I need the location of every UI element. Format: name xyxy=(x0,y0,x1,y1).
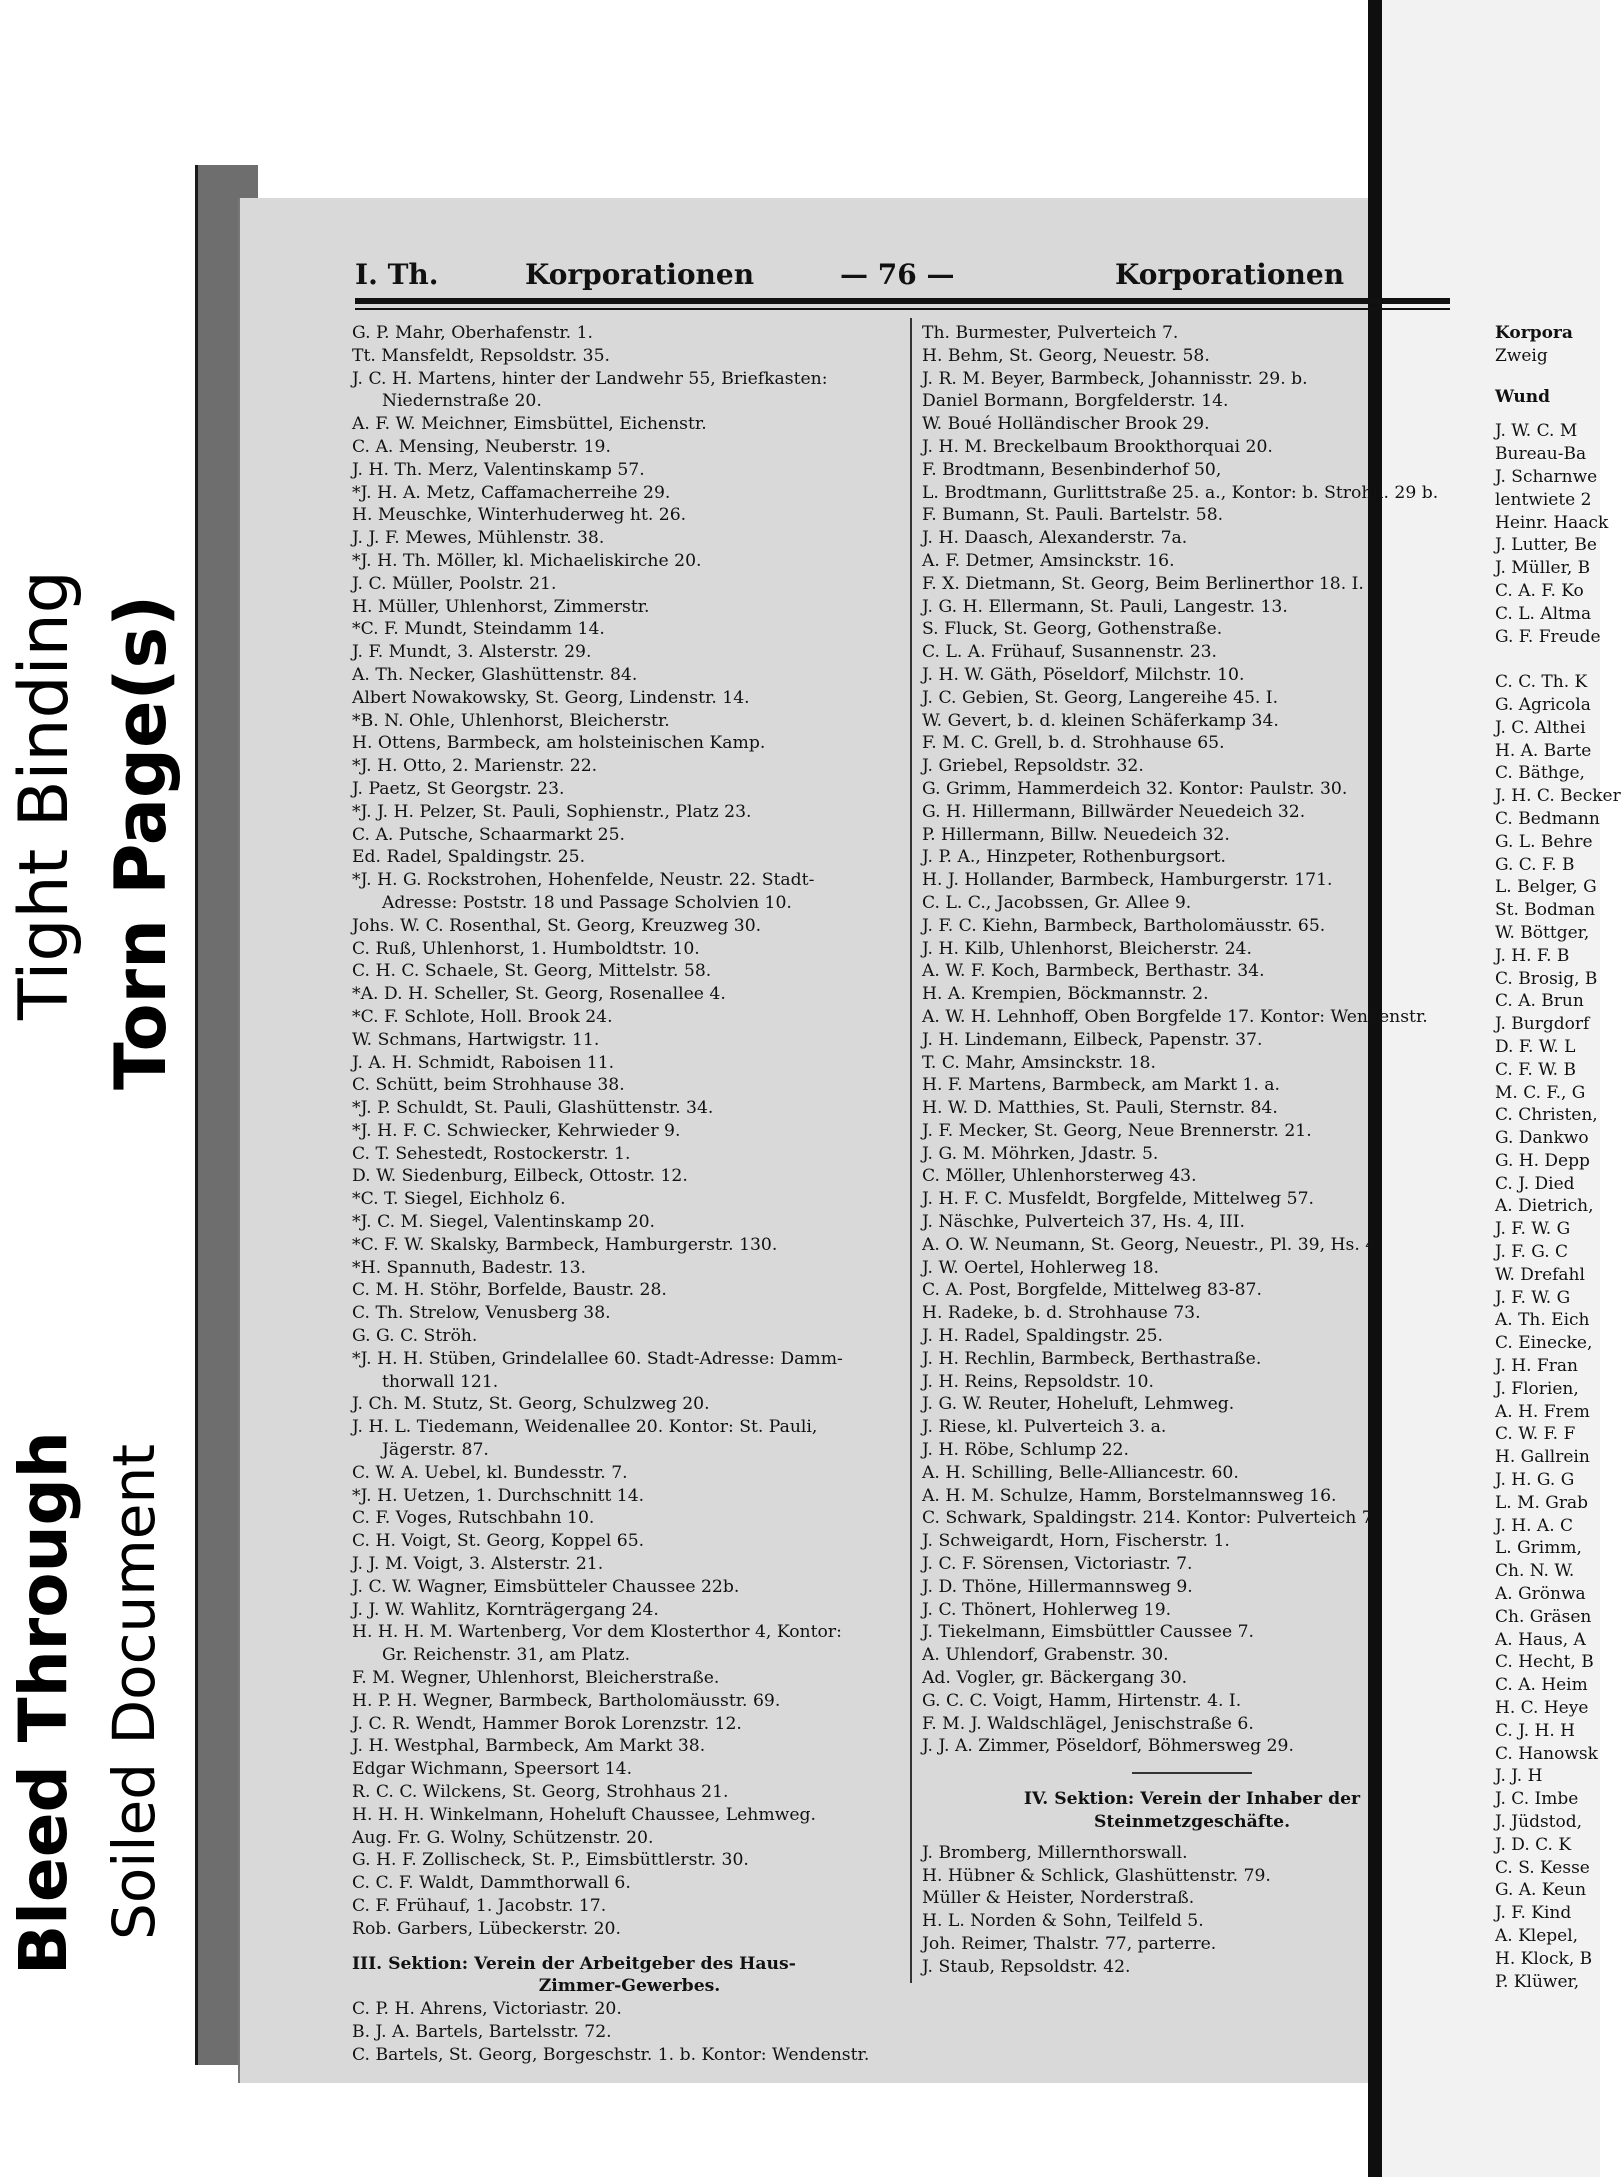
list-item: J. P. A., Hinzpeter, Rothenburgsort. xyxy=(922,847,1226,868)
list-item: Niedernstraße 20. xyxy=(382,391,542,412)
list-item: *J. H. A. Metz, Caffamacherreihe 29. xyxy=(352,482,671,503)
list-item: J. J. W. Wahlitz, Kornträgergang 24. xyxy=(352,1599,659,1620)
list-item: C. Ruß, Uhlenhorst, 1. Humboldtstr. 10. xyxy=(352,938,700,959)
list-item: H. C. Heye xyxy=(1495,1698,1589,1719)
list-item: J. H. M. Breckelbaum Brookthorquai 20. xyxy=(922,436,1273,457)
list-item: W. Gevert, b. d. kleinen Schäferkamp 34. xyxy=(922,710,1279,731)
list-item: J. H. Westphal, Barmbeck, Am Markt 38. xyxy=(352,1736,706,1757)
list-item: H. L. Norden & Sohn, Teilfeld 5. xyxy=(922,1911,1204,1932)
list-item: W. Boué Holländischer Brook 29. xyxy=(922,414,1210,435)
list-item: C. F. Voges, Rutschbahn 10. xyxy=(352,1508,595,1529)
list-item: W. Schmans, Hartwigstr. 11. xyxy=(352,1029,600,1050)
list-item: C. L. Altma xyxy=(1495,603,1592,624)
middle-entry-list xyxy=(922,322,1462,1758)
list-item: J. Staub, Repsoldstr. 42. xyxy=(922,1956,1131,1977)
list-item: H. Behm, St. Georg, Neuestr. 58. xyxy=(922,345,1210,366)
list-item xyxy=(1495,648,1600,671)
list-item: J. H. Fran xyxy=(1495,1356,1578,1377)
list-item: C. A. Heim xyxy=(1495,1675,1588,1696)
list-item: C. L. A. Frühauf, Susannenstr. 23. xyxy=(922,642,1218,663)
list-item: A. Th. Eich xyxy=(1495,1310,1590,1331)
list-item: J. J. H xyxy=(1495,1766,1543,1787)
list-item: J. G. M. Möhrken, Jdastr. 5. xyxy=(922,1143,1159,1164)
list-item: G. Grimm, Hammerdeich 32. Kontor: Paulstr. 30. xyxy=(922,778,1348,799)
scan-label-panel xyxy=(0,0,190,2177)
list-item: L. M. Grab xyxy=(1495,1492,1589,1513)
list-item: H. Klock, B xyxy=(1495,1948,1593,1969)
list-item: W. Drefahl xyxy=(1495,1264,1585,1285)
list-item: D. W. Siedenburg, Eilbeck, Ottostr. 12. xyxy=(352,1166,688,1187)
list-item: *J. J. H. Pelzer, St. Pauli, Sophienstr., Platz 23. xyxy=(352,801,752,822)
list-item: A. Grönwa xyxy=(1495,1584,1586,1605)
list-item: C. A. F. Ko xyxy=(1495,580,1584,601)
list-item: C. C. F. Waldt, Dammthorwall 6. xyxy=(352,1873,631,1894)
list-item: J. H. C. Becker xyxy=(1495,786,1621,807)
list-item: S. Fluck, St. Georg, Gothenstraße. xyxy=(922,619,1223,640)
list-item: M. C. F., G xyxy=(1495,1082,1586,1103)
list-item: thorwall 121. xyxy=(382,1371,499,1392)
list-item: *A. D. H. Scheller, St. Georg, Rosenallee 4. xyxy=(352,984,726,1005)
list-item: H. A. Krempien, Böckmannstr. 2. xyxy=(922,984,1209,1005)
list-item: J. H. Rechlin, Barmbeck, Berthastraße. xyxy=(922,1348,1262,1369)
header-rule-thin xyxy=(355,308,1450,310)
list-item: J. J. F. Mewes, Mühlenstr. 38. xyxy=(352,528,605,549)
list-item: C. S. Kesse xyxy=(1495,1857,1590,1878)
list-item: C. Schütt, beim Strohhause 38. xyxy=(352,1075,625,1096)
list-item: *J. H. H. Stüben, Grindelallee 60. Stadt-Adresse: Damm- xyxy=(352,1348,843,1369)
list-item: Joh. Reimer, Thalstr. 77, parterre. xyxy=(922,1933,1217,1954)
list-item: J. Scharnwe xyxy=(1495,466,1598,487)
list-item: R. C. C. Wilckens, St. Georg, Strohhaus 21. xyxy=(352,1782,729,1802)
header-page-number: — 76 — xyxy=(840,258,955,291)
list-item: C. P. H. Ahrens, Victoriastr. 20. xyxy=(352,1999,622,2020)
list-item: C. H. C. Schaele, St. Georg, Mittelstr. 58. xyxy=(352,961,712,982)
section-iv-entry-list xyxy=(922,1842,1462,1979)
list-item: *H. Spannuth, Badestr. 13. xyxy=(352,1257,587,1278)
list-item: J. Florien, xyxy=(1495,1378,1579,1399)
list-item: J. C. Gebien, St. Georg, Langereihe 45. I. xyxy=(922,687,1279,708)
list-item: H. P. H. Wegner, Barmbeck, Bartholomäusstr. 69. xyxy=(352,1690,781,1711)
list-item: G. Agricola xyxy=(1495,694,1591,715)
list-item: A. Uhlendorf, Grabenstr. 30. xyxy=(922,1645,1169,1666)
list-item: Edgar Wichmann, Speersort 14. xyxy=(352,1759,633,1780)
list-item: G. C. F. B xyxy=(1495,854,1575,875)
header-section-right: Korporationen xyxy=(1115,258,1345,291)
list-item: C. C. Th. K xyxy=(1495,672,1588,693)
header-section-left: Korporationen xyxy=(525,258,755,291)
section-iii-title: III. Sektion: Verein der Arbeitgeber des Haus- xyxy=(352,1953,796,1974)
list-item: J. F. W. G xyxy=(1495,1219,1571,1240)
right-header: Korpora xyxy=(1495,323,1573,343)
right-column-cropped xyxy=(1495,322,1621,1993)
list-item: J. Bromberg, Millernthorswall. xyxy=(922,1842,1188,1863)
list-item: J. H. Kilb, Uhlenhorst, Bleicherstr. 24. xyxy=(922,938,1252,959)
list-item: C. H. Voigt, St. Georg, Koppel 65. xyxy=(352,1531,645,1552)
list-item: W. Böttger, xyxy=(1495,922,1590,943)
list-item: J. C. Thönert, Hohlerweg 19. xyxy=(922,1599,1172,1620)
section-iii-title-line2: Zimmer-Gewerbes. xyxy=(538,1976,721,1997)
list-item: G. F. Freude xyxy=(1495,626,1601,647)
list-item: *C. F. Schlote, Holl. Brook 24. xyxy=(352,1006,613,1027)
list-item: A. W. H. Lehnhoff, Oben Borgfelde 17. Kontor: Wendenstr. xyxy=(922,1006,1428,1027)
list-item: J. Schweigardt, Horn, Fischerstr. 1. xyxy=(922,1531,1230,1552)
list-item: G. A. Keun xyxy=(1495,1880,1587,1901)
list-item: J. F. Mundt, 3. Alsterstr. 29. xyxy=(352,642,592,663)
list-item: C. T. Sehestedt, Rostockerstr. 1. xyxy=(352,1143,631,1164)
list-item: H. H. H. M. Wartenberg, Vor dem Klosterthor 4, Kontor: xyxy=(352,1622,842,1643)
list-item: C. Th. Strelow, Venusberg 38. xyxy=(352,1303,611,1324)
list-item: Ch. Gräsen xyxy=(1495,1606,1592,1627)
list-item: C. Bartels, St. Georg, Borgeschstr. 1. b. Kontor: Wendenstr. xyxy=(352,2044,870,2065)
section-iv-title-line2: Steinmetzgeschäfte. xyxy=(1093,1812,1291,1832)
list-item: F. M. J. Waldschlägel, Jenischstraße 6. xyxy=(922,1713,1254,1734)
list-item: A. W. F. Koch, Barmbeck, Berthastr. 34. xyxy=(922,961,1265,982)
list-item: Heinr. Haack xyxy=(1495,512,1609,533)
list-item: A. H. M. Schulze, Hamm, Borstelmannsweg 16. xyxy=(922,1485,1337,1506)
list-item: A. Dietrich, xyxy=(1495,1196,1594,1217)
right-section: Wund xyxy=(1495,386,1551,407)
list-item: F. M. C. Grell, b. d. Strohhause 65. xyxy=(922,733,1225,754)
left-entry-list xyxy=(352,322,907,1941)
list-item: Jägerstr. 87. xyxy=(382,1440,489,1461)
list-item: C. Hanowsk xyxy=(1495,1743,1598,1764)
list-item: H. Radeke, b. d. Strohhause 73. xyxy=(922,1303,1201,1324)
list-item: A. Haus, A xyxy=(1495,1629,1586,1650)
list-item: J. Tiekelmann, Eimsbüttler Caussee 7. xyxy=(922,1622,1255,1643)
list-item: H. A. Barte xyxy=(1495,740,1592,761)
list-item: *J. C. M. Siegel, Valentinskamp 20. xyxy=(352,1212,655,1233)
list-item: Ed. Radel, Spaldingstr. 25. xyxy=(352,847,586,868)
list-item: J. C. F. Sörensen, Victoriastr. 7. xyxy=(922,1554,1193,1575)
list-item: A. F. Detmer, Amsinckstr. 16. xyxy=(922,550,1175,571)
list-item: J. A. H. Schmidt, Raboisen 11. xyxy=(352,1052,615,1073)
list-item: J. H. Lindemann, Eilbeck, Papenstr. 37. xyxy=(922,1029,1263,1050)
list-item: C. Schwark, Spaldingstr. 214. Kontor: Pulverteich 7. xyxy=(922,1508,1379,1529)
list-item: J. H. Röbe, Schlump 22. xyxy=(922,1440,1129,1461)
list-item: Th. Burmester, Pulverteich 7. xyxy=(922,323,1179,343)
left-column xyxy=(352,322,907,2067)
list-item: H. Meuschke, Winterhuderweg ht. 26. xyxy=(352,505,687,526)
list-item: P. Klüwer, xyxy=(1495,1971,1580,1992)
list-item: J. D. C. K xyxy=(1495,1834,1572,1855)
list-item: T. C. Mahr, Amsinckstr. 18. xyxy=(922,1052,1156,1073)
list-item: H. Gallrein xyxy=(1495,1447,1590,1468)
list-item: G. H. Hillermann, Billwärder Neuedeich 32. xyxy=(922,801,1306,822)
list-item: J. C. H. Martens, hinter der Landwehr 55, Briefkasten: xyxy=(352,368,828,389)
list-item: H. F. Martens, Barmbeck, am Markt 1. a. xyxy=(922,1075,1281,1096)
list-item: Ch. N. W. xyxy=(1495,1561,1575,1582)
list-item: J. W. C. M xyxy=(1495,421,1578,442)
list-item: J. C. Althei xyxy=(1495,717,1586,738)
list-item: A. Th. Necker, Glashüttenstr. 84. xyxy=(352,664,638,685)
list-item: C. J. H. H xyxy=(1495,1720,1575,1741)
list-item: C. W. F. F xyxy=(1495,1424,1576,1445)
list-item: J. C. R. Wendt, Hammer Borok Lorenzstr. 12. xyxy=(352,1713,742,1734)
list-item: C. Möller, Uhlenhorsterweg 43. xyxy=(922,1166,1197,1187)
list-item: G. L. Behre xyxy=(1495,831,1593,852)
list-item: L. Belger, G xyxy=(1495,877,1597,898)
list-item: C. A. Post, Borgfelde, Mittelweg 83-87. xyxy=(922,1280,1262,1301)
list-item: F. X. Dietmann, St. Georg, Beim Berlinerthor 18. I. xyxy=(922,573,1364,594)
section-iv-title: IV. Sektion: Verein der Inhaber der xyxy=(1023,1789,1361,1810)
list-item: C. Einecke, xyxy=(1495,1333,1593,1354)
list-item: H. H. H. Winkelmann, Hoheluft Chaussee, Lehmweg. xyxy=(352,1804,816,1825)
list-item: C. W. A. Uebel, kl. Bundesstr. 7. xyxy=(352,1462,628,1483)
tight-binding-label: Tight Binding xyxy=(5,570,84,1020)
list-item: J. G. W. Reuter, Hoheluft, Lehmweg. xyxy=(922,1394,1235,1415)
list-item: Aug. Fr. G. Wolny, Schützenstr. 20. xyxy=(352,1827,654,1848)
list-item: L. Brodtmann, Gurlittstraße 25. a., Kontor: b. Strohh. 29 b. xyxy=(922,482,1439,503)
list-item: C. Brosig, B xyxy=(1495,968,1598,989)
list-item: J. F. Kind xyxy=(1495,1903,1572,1924)
list-item: A. F. W. Meichner, Eimsbüttel, Eichenstr. xyxy=(352,414,707,435)
list-item: *C. F. Mundt, Steindamm 14. xyxy=(352,619,605,640)
list-item: J. F. Mecker, St. Georg, Neue Brennerstr. 21. xyxy=(922,1120,1312,1141)
list-item: G. G. C. Ströh. xyxy=(352,1326,478,1347)
header-part: I. Th. xyxy=(355,258,439,291)
list-item: G. P. Mahr, Oberhafenstr. 1. xyxy=(352,323,593,343)
list-item: J. C. W. Wagner, Eimsbütteler Chaussee 22b. xyxy=(352,1576,740,1597)
list-item: J. Burgdorf xyxy=(1495,1014,1590,1035)
list-item: C. Hecht, B xyxy=(1495,1652,1594,1673)
list-item: Ad. Vogler, gr. Bäckergang 30. xyxy=(922,1668,1188,1689)
section-iii-entry-list xyxy=(352,1998,907,2066)
list-item: J. Griebel, Repsoldstr. 32. xyxy=(922,756,1144,777)
bleed-through-label: Bleed Through xyxy=(5,1431,82,1975)
right-subheader: Zweig xyxy=(1495,345,1548,366)
list-item: *C. F. W. Skalsky, Barmbeck, Hamburgerstr. 130. xyxy=(352,1234,778,1255)
torn-pages-label: Torn Page(s) xyxy=(100,594,182,1090)
list-item: J. Lutter, Be xyxy=(1495,535,1597,556)
list-item: *J. P. Schuldt, St. Pauli, Glashüttenstr. 34. xyxy=(352,1098,714,1119)
list-item: C. A. Putsche, Schaarmarkt 25. xyxy=(352,824,626,845)
list-item: J. R. M. Beyer, Barmbeck, Johannisstr. 29. b. xyxy=(922,368,1308,389)
list-item: Gr. Reichenstr. 31, am Platz. xyxy=(382,1645,631,1666)
column-divider xyxy=(910,318,912,1983)
list-item: C. A. Brun xyxy=(1495,991,1584,1012)
list-item: J. H. Daasch, Alexanderstr. 7a. xyxy=(922,528,1188,549)
list-item: J. J. M. Voigt, 3. Alsterstr. 21. xyxy=(352,1554,604,1575)
list-item: Bureau-Ba xyxy=(1495,444,1587,465)
list-item: J. H. W. Gäth, Pöseldorf, Milchstr. 10. xyxy=(922,664,1245,685)
list-item: A. Klepel, xyxy=(1495,1925,1579,1946)
list-item: C. M. H. Stöhr, Borfelde, Baustr. 28. xyxy=(352,1280,667,1301)
list-item: J. D. Thöne, Hillermannsweg 9. xyxy=(922,1576,1193,1597)
list-item: *J. H. Th. Möller, kl. Michaeliskirche 20. xyxy=(352,550,702,571)
list-item: *B. N. Ohle, Uhlenhorst, Bleicherstr. xyxy=(352,710,670,731)
list-item: F. M. Wegner, Uhlenhorst, Bleicherstraße. xyxy=(352,1668,720,1689)
list-item: J. H. A. C xyxy=(1495,1515,1574,1536)
list-item: *J. H. Otto, 2. Marienstr. 22. xyxy=(352,756,598,777)
list-item: G. H. Depp xyxy=(1495,1150,1590,1171)
list-item: Adresse: Poststr. 18 und Passage Scholvien 10. xyxy=(382,892,792,913)
list-item: C. Bedmann xyxy=(1495,808,1600,829)
list-item: J. H. G. G xyxy=(1495,1470,1575,1491)
list-item: H. Müller, Uhlenhorst, Zimmerstr. xyxy=(352,596,650,617)
list-item: J. C. Imbe xyxy=(1495,1789,1579,1810)
list-item: C. A. Mensing, Neuberstr. 19. xyxy=(352,436,611,457)
list-item: *J. H. F. C. Schwiecker, Kehrwieder 9. xyxy=(352,1120,681,1141)
list-item: G. Dankwo xyxy=(1495,1128,1589,1149)
list-item: C. F. Frühauf, 1. Jacobstr. 17. xyxy=(352,1895,607,1916)
list-item: D. F. W. L xyxy=(1495,1036,1576,1057)
list-item: J. F. W. G xyxy=(1495,1287,1571,1308)
right-entry-list xyxy=(1495,420,1621,1993)
list-item: G. C. C. Voigt, Hamm, Hirtenstr. 4. I. xyxy=(922,1690,1242,1711)
middle-column xyxy=(922,322,1462,1979)
list-item: P. Hillermann, Billw. Neuedeich 32. xyxy=(922,824,1230,845)
list-item: A. H. Schilling, Belle-Alliancestr. 60. xyxy=(922,1462,1239,1483)
list-item: J. W. Oertel, Hohlerweg 18. xyxy=(922,1257,1160,1278)
list-item: J. Paetz, St Georgstr. 23. xyxy=(352,778,565,799)
list-item: A. H. Frem xyxy=(1495,1401,1590,1422)
list-item: Johs. W. C. Rosenthal, St. Georg, Kreuzweg 30. xyxy=(352,915,762,936)
list-item: St. Bodman xyxy=(1495,900,1596,921)
list-item: J. F. G. C xyxy=(1495,1242,1569,1263)
list-item: J. H. Radel, Spaldingstr. 25. xyxy=(922,1326,1163,1347)
list-item: J. H. Th. Merz, Valentinskamp 57. xyxy=(352,459,645,480)
list-item: lentwiete 2 xyxy=(1495,489,1592,510)
list-item: J. H. Reins, Repsoldstr. 10. xyxy=(922,1371,1154,1392)
section-divider xyxy=(1132,1772,1252,1774)
list-item: C. L. C., Jacobssen, Gr. Allee 9. xyxy=(922,892,1192,913)
list-item: J. H. F. C. Musfeldt, Borgfelde, Mittelweg 57. xyxy=(922,1189,1314,1210)
page-header xyxy=(355,258,1425,298)
list-item: J. H. L. Tiedemann, Weidenallee 20. Kontor: St. Pauli, xyxy=(352,1417,818,1438)
list-item: F. Bumann, St. Pauli. Bartelstr. 58. xyxy=(922,505,1224,526)
list-item: J. C. Müller, Poolstr. 21. xyxy=(352,573,557,594)
list-item: F. Brodtmann, Besenbinderhof 50, xyxy=(922,459,1222,480)
list-item: H. W. D. Matthies, St. Pauli, Sternstr. 84. xyxy=(922,1098,1278,1119)
list-item: J. H. F. B xyxy=(1495,945,1570,966)
list-item: J. Jüdstod, xyxy=(1495,1812,1583,1832)
list-item: J. Riese, kl. Pulverteich 3. a. xyxy=(922,1417,1167,1438)
list-item: A. O. W. Neumann, St. Georg, Neuestr., Pl. 39, Hs. 4. xyxy=(922,1234,1382,1255)
list-item: J. F. C. Kiehn, Barmbeck, Bartholomäusstr. 65. xyxy=(922,915,1326,936)
list-item: H. Ottens, Barmbeck, am holsteinischen Kamp. xyxy=(352,733,766,754)
list-item: Daniel Bormann, Borgfelderstr. 14. xyxy=(922,391,1229,412)
list-item: Rob. Garbers, Lübeckerstr. 20. xyxy=(352,1918,621,1939)
list-item: Albert Nowakowsky, St. Georg, Lindenstr. 14. xyxy=(352,687,750,708)
list-item: *J. H. Uetzen, 1. Durchschnitt 14. xyxy=(352,1485,645,1506)
list-item: J. Müller, B xyxy=(1495,558,1591,579)
header-rule xyxy=(355,298,1450,304)
list-item: J. G. H. Ellermann, St. Pauli, Langestr. 13. xyxy=(922,596,1288,617)
list-item: J. J. A. Zimmer, Pöseldorf, Böhmersweg 29. xyxy=(922,1736,1294,1757)
list-item: C. J. Died xyxy=(1495,1173,1575,1194)
list-item: Müller & Heister, Norderstraß. xyxy=(922,1888,1195,1909)
list-item: C. F. W. B xyxy=(1495,1059,1576,1080)
list-item: J. Ch. M. Stutz, St. Georg, Schulzweg 20. xyxy=(352,1394,710,1415)
list-item: J. Näschke, Pulverteich 37, Hs. 4, III. xyxy=(922,1212,1245,1233)
list-item: G. H. F. Zollischeck, St. P., Eimsbüttlerstr. 30. xyxy=(352,1850,749,1871)
list-item: L. Grimm, xyxy=(1495,1538,1582,1559)
list-item: *C. T. Siegel, Eichholz 6. xyxy=(352,1189,566,1210)
list-item: *J. H. G. Rockstrohen, Hohenfelde, Neustr. 22. Stadt- xyxy=(352,870,815,891)
list-item: H. J. Hollander, Barmbeck, Hamburgerstr. 171. xyxy=(922,870,1333,891)
list-item: Tt. Mansfeldt, Repsoldstr. 35. xyxy=(352,345,610,366)
list-item: C. Christen, xyxy=(1495,1105,1598,1126)
list-item: H. Hübner & Schlick, Glashüttenstr. 79. xyxy=(922,1865,1271,1886)
soiled-document-label: Soiled Document xyxy=(100,1444,168,1940)
list-item: B. J. A. Bartels, Bartelsstr. 72. xyxy=(352,2021,612,2042)
list-item: C. Bäthge, xyxy=(1495,763,1585,784)
